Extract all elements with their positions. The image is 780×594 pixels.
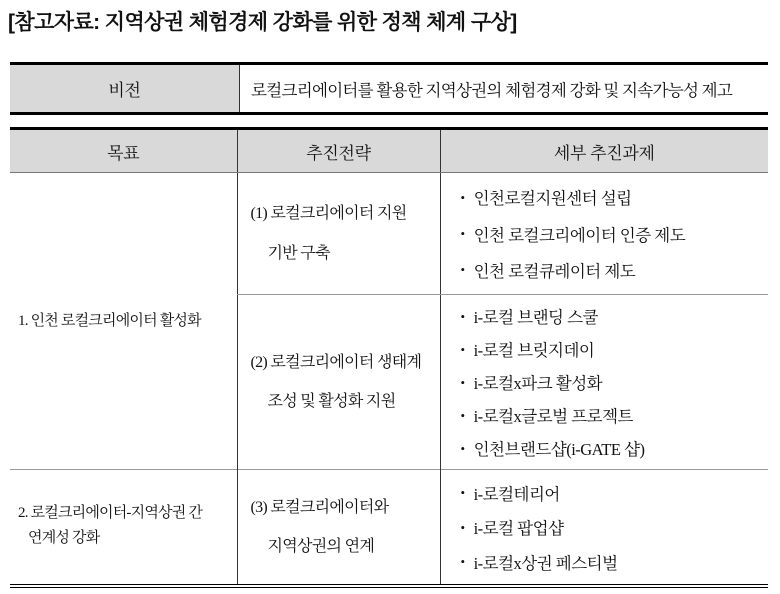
goal-text: 연계성 강화 xyxy=(28,530,100,546)
table-row-strategy-3 xyxy=(10,470,768,587)
vision-content-cell: 로컬크리에이터를 활용한 지역상권의 체험경제 강화 및 지속가능성 제고 xyxy=(240,64,769,114)
list-item xyxy=(461,370,769,394)
list-item xyxy=(461,550,769,574)
list-item xyxy=(461,515,769,539)
detail-text: 인천 로컬크리에이터 인증 제도 xyxy=(473,225,686,245)
list-item xyxy=(461,185,769,209)
list-item xyxy=(461,436,769,460)
bullet-icon: • xyxy=(460,189,465,205)
bullet-icon: • xyxy=(460,374,465,390)
details-cell-1 xyxy=(440,173,768,295)
strategy-cell-3 xyxy=(237,470,440,587)
list-item xyxy=(461,337,769,361)
list-item xyxy=(461,403,769,427)
page-title: [참고자료: 지역상권 체험경제 강화를 위한 정책 체계 구상] xyxy=(8,11,517,34)
strategy-cell-1 xyxy=(237,173,440,295)
bullet-icon: • xyxy=(460,341,465,357)
detail-list xyxy=(461,173,769,294)
details-cell-3 xyxy=(440,470,768,587)
detail-text: i-로컬x파크 활성화 xyxy=(473,374,603,393)
vision-table xyxy=(10,62,768,115)
document-page xyxy=(0,10,780,594)
vision-row xyxy=(10,64,768,114)
detail-text: i-로컬테리어 xyxy=(473,484,560,504)
detail-text: i-로컬 브릿지데이 xyxy=(473,341,595,360)
bullet-icon: • xyxy=(460,262,465,278)
header-strategy: 추진전략 xyxy=(237,129,440,173)
policy-header-row xyxy=(10,129,768,173)
bullet-icon: • xyxy=(460,440,465,456)
bullet-icon: • xyxy=(460,519,465,535)
policy-table xyxy=(10,127,768,588)
list-item xyxy=(461,481,769,505)
detail-text: 인천로컬지원센터 설립 xyxy=(473,189,632,209)
bullet-icon: • xyxy=(460,485,465,500)
detail-text: i-로컬 브랜딩 스쿨 xyxy=(473,308,598,327)
detail-text: i-로컬 팝업샵 xyxy=(473,519,564,538)
detail-text: i-로컬x상권 페스티벌 xyxy=(473,553,618,573)
vision-label-cell: 비전 xyxy=(10,64,240,114)
detail-text: 인천 로컬큐레이터 제도 xyxy=(473,261,636,281)
list-item xyxy=(461,258,769,282)
list-item xyxy=(461,222,769,246)
strategy-text: (1) 로컬크리에이터 지원 xyxy=(250,205,407,223)
header-goal: 목표 xyxy=(10,129,237,173)
goal-cell-1 xyxy=(10,173,237,470)
strategy-text: 조성 및 활성화 지원 xyxy=(267,393,396,410)
strategy-cell-2 xyxy=(237,295,440,470)
detail-list xyxy=(461,295,769,469)
bullet-icon: • xyxy=(460,308,465,324)
goal-cell-2 xyxy=(10,470,237,587)
goal-text: 1. 인천 로컬크리에이터 활성화 xyxy=(18,312,201,329)
detail-text: i-로컬x글로벌 프로젝트 xyxy=(473,407,633,426)
strategy-text: (2) 로컬크리에이터 생태계 xyxy=(250,353,422,371)
details-cell-2 xyxy=(440,295,768,470)
table-row-strategy-1 xyxy=(10,173,768,295)
header-detail-tasks: 세부 추진과제 xyxy=(440,129,768,173)
bullet-icon: • xyxy=(460,407,465,423)
bullet-icon: • xyxy=(460,554,465,569)
bullet-icon: • xyxy=(460,226,465,241)
strategy-text: 지역상권의 연계 xyxy=(267,538,375,555)
strategy-text: (3) 로컬크리에이터와 xyxy=(250,498,389,516)
list-item xyxy=(461,304,769,328)
detail-text: 인천브랜드샵(i-GATE 샵) xyxy=(473,440,645,459)
goal-text: 2. 로컬크리에이터-지역상권 간 xyxy=(18,504,203,521)
strategy-text: 기반 구축 xyxy=(267,244,330,262)
detail-list xyxy=(461,470,769,584)
